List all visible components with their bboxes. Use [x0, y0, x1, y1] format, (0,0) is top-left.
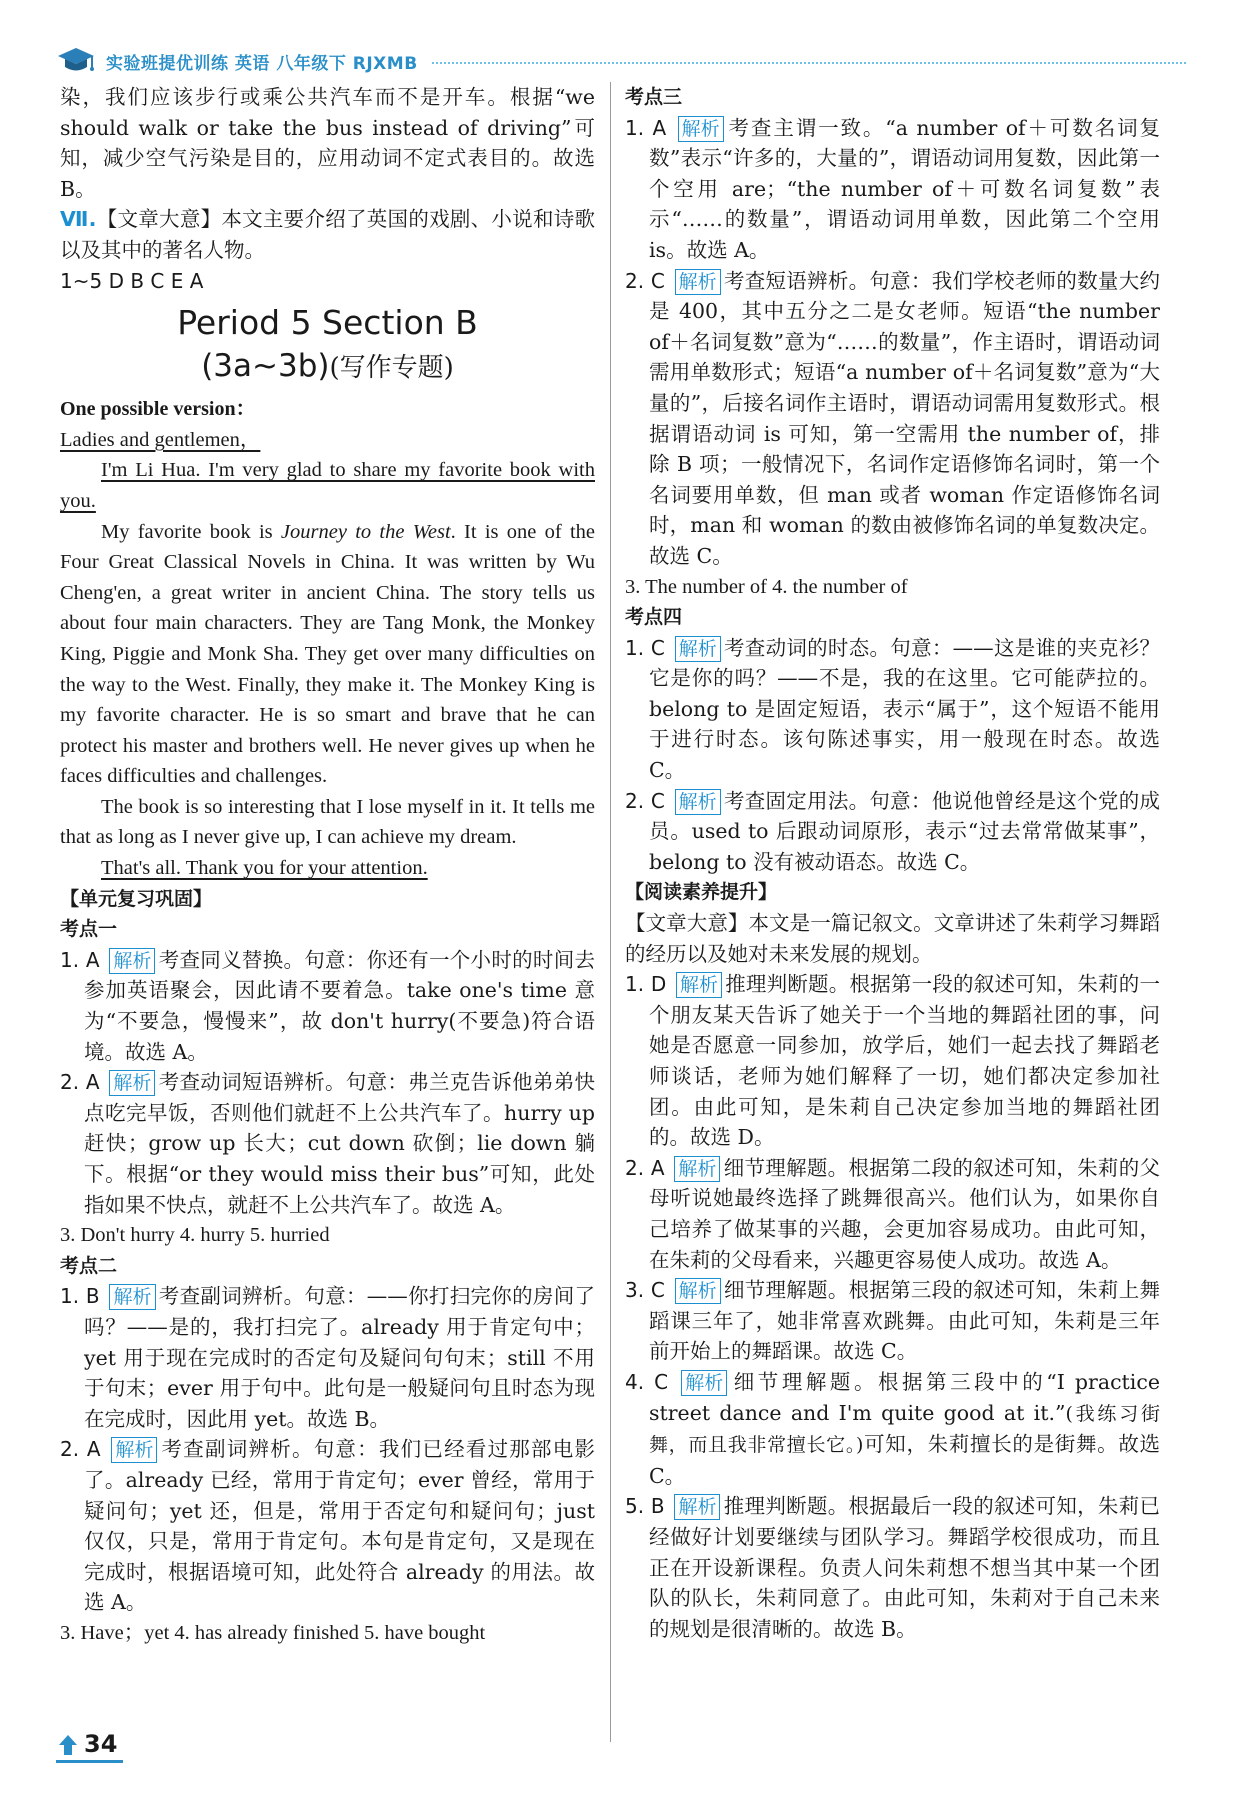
- right-column: [625, 82, 1160, 1644]
- kd3-fill-answers: 3. The number of 4. the number of: [625, 575, 908, 598]
- reading-item-5: 5. B 解析 推理判断题。根据最后一段的叙述可知，朱莉已经做好计划要继续与团队学习。舞蹈学校很成功，而且正在开设新课程。负责人问朱莉想不想当其中某一个团队的队长，朱莉同意了。由此可知，朱莉对于自己未来的规划是很清晰的。故选 B。: [625, 1494, 1160, 1641]
- essay-paragraph-2: My favorite book is Journey to the West. It is one of the Four Great Classical Novels in China. It was written by Wu Cheng'en, a great writer in ancient China. The story tells us about four main characters. They are Tang Monk, the Monkey King, Piggie and Monk Sha. They get over many difficulties on the way to the West. Finally, they make it. The Monkey King is my favorite character. He is so smart and brave that he can protect his master and brothers well. He never gives up when he faces difficulties and challenges.: [60, 520, 595, 788]
- reading-heading: 【阅读素养提升】: [625, 881, 778, 904]
- review-heading: 【单元复习巩固】: [60, 887, 213, 910]
- possible-version-label: One possible version：: [60, 398, 256, 421]
- kd4-item-2: 2. C 解析 考查固定用法。句意：他说他曾经是这个党的成员。used to 后跟动词原形，表示“过去常常做某事”，belong to 没有被动语态。故选 C。: [625, 788, 1160, 874]
- left-column: [60, 82, 595, 1649]
- header-title: 实验班提优训练 英语 八年级下 RJXMB: [106, 53, 418, 74]
- kd4-heading: 考点四: [625, 606, 683, 629]
- reading-item-1: 1. D 解析 推理判断题。根据第一段的叙述可知，朱莉的一个朋友某天告诉了她关于一个当地的舞蹈社团的事，问她是否愿意一同参加，放学后，她们一起去找了舞蹈老师谈话，老师为她们解释了一切，她们都决定参加社团。由此可知，是朱莉自己决定参加当地的舞蹈社团的。故选 D。: [625, 972, 1160, 1150]
- kd2-item-2: 2. A 解析 考查副词辨析。句意：我们已经看过那部电影了。already 已经，常用于肯定句；ever 曾经，常用于疑问句；yet 还，但是，常用于否定句和疑问句；just 仅仅，只是，常用于肯定句。本句是肯定句，又是现在完成时，根据语境可知，此处符合 already 的用法。故选 A。: [60, 1437, 596, 1615]
- kd4-item-1: 1. C 解析 考查动词的时态。句意：——这是谁的夹克衫？它是你的吗？——不是，我的在这里。它可能萨拉的。belong to 是固定短语，表示“属于”，这个短语不能用于进行时态。该句陈述事实，用一般现在时态。故选 C。: [625, 635, 1160, 783]
- essay-greeting: Ladies and gentlemen，: [60, 428, 261, 451]
- book-title: Journey to the West: [280, 520, 451, 543]
- essay-paragraph-4: That's all. Thank you for your attention.: [101, 857, 428, 880]
- header-divider: [432, 62, 1186, 64]
- kd3-item-2: 2. C 解析 考查短语辨析。句意：我们学校老师的数量大约是 400，其中五分之二是女老师。短语“the number of＋名词复数”意为“……的数量”，作主语时，谓语动词需用单数形式；短语“a number of＋名词复数”意为“大量的”，后接名词作主语时，谓语动词需用复数形式。根据谓语动词 is 可知，第一空需用 the number of，排除 B 项；一般情况下，名词作定语修饰名词时，第一个名词要用单数，但 man 或者 woman 作定语修饰名词时，man 和 woman 的数由被修饰名词的单复数决定。故选 C。: [625, 268, 1160, 568]
- column-divider: [610, 82, 611, 1742]
- page-footer: [56, 1725, 123, 1765]
- page-number: 34: [56, 1728, 123, 1763]
- kd3-heading: 考点三: [625, 86, 683, 108]
- model-essay: [60, 425, 595, 884]
- graduation-cap-icon: [56, 44, 96, 78]
- section-vii: Ⅶ.【文章大意】本文主要介绍了英国的戏剧、小说和诗歌以及其中的著名人物。: [60, 207, 595, 262]
- kd2-heading: 考点二: [60, 1254, 118, 1277]
- essay-paragraph-1: I'm Li Hua. I'm very glad to share my favorite book with you.: [60, 459, 595, 512]
- vii-answers: 1~5 D B C E A: [60, 268, 204, 293]
- essay-paragraph-3: The book is so interesting that I lose myself in it. It tells me that as long as I never give up, I can achieve my dream.: [60, 795, 595, 849]
- period-title: Period 5 Section B: [177, 303, 478, 343]
- continued-explanation: 染，我们应该步行或乘公共汽车而不是开车。根据“we should walk or take the bus instead of driving”可知，减少空气污染是目的，应用动词不定式表目的。故选 B。: [60, 85, 595, 201]
- page-header: [56, 40, 1186, 82]
- kd3-item-1: 1. A 解析 考查主谓一致。“a number of＋可数名词复数”表示“许多的，大量的”，谓语动词用复数，因此第一个空用 are；“the number of＋可数名词复数”表示“……的数量”，谓语动词用单数，因此第二个空用 is。故选 A。: [625, 115, 1160, 262]
- kd1-item-1: 1. A 解析 考查同义替换。句意：你还有一个小时的时间去参加英语聚会，因此请不要着急。take one's time 意为“不要急，慢慢来”，故 don't hurry(不要急)符合语境。故选 A。: [60, 947, 595, 1064]
- kd1-heading: 考点一: [60, 918, 118, 941]
- kd1-item-2: 2. A 解析 考查动词短语辨析。句意：弗兰克告诉他弟弟快点吃完早饭，否则他们就赶不上公共汽车了。hurry up 赶快；grow up 长大；cut down 砍倒；lie down 躺下。根据“or they would miss their bus”可知，此处指如果不快点，就赶不上公共汽车了。故选 A。: [60, 1070, 595, 1217]
- reading-summary: 【文章大意】本文是一篇记叙文。文章讲述了朱莉学习舞蹈的经历以及她对未来发展的规划。: [625, 911, 1160, 966]
- reading-item-3: 3. C 解析 细节理解题。根据第三段的叙述可知，朱莉上舞蹈课三年了，她非常喜欢跳舞。由此可知，朱莉是三年前开始上的舞蹈课。故选 C。: [625, 1278, 1160, 1364]
- arrow-up-icon: [58, 1734, 78, 1756]
- period-subtitle: (3a~3b)(写作专题): [201, 348, 454, 385]
- reading-item-4: 4. C 解析 细节理解题。根据第三段中的“I practice street dance and I'm quite good at it.”(我练习街舞，而且我非常擅长它。)可知，朱莉擅长的是街舞。故选 C。: [625, 1369, 1161, 1488]
- reading-item-2: 2. A 解析 细节理解题。根据第二段的叙述可知，朱莉的父母听说她最终选择了跳舞很高兴。他们认为，如果你自己培养了做某事的兴趣，会更加容易成功。由此可知，在朱莉的父母看来，兴趣更容易使人成功。故选 A。: [625, 1155, 1160, 1272]
- kd2-fill-answers: 3. Have；yet 4. has already finished 5. have bought: [60, 1621, 486, 1644]
- kd1-fill-answers: 3. Don't hurry 4. hurry 5. hurried: [60, 1224, 330, 1247]
- kd2-item-1: 1. B 解析 考查副词辨析。句意：——你打扫完你的房间了吗？——是的，我打扫完了。already 用于肯定句中；yet 用于现在完成时的否定句及疑问句句末；still 不用于句末；ever 用于句中。此句是一般疑问句且时态为现在完成时，因此用 yet。故选 B。: [60, 1284, 595, 1431]
